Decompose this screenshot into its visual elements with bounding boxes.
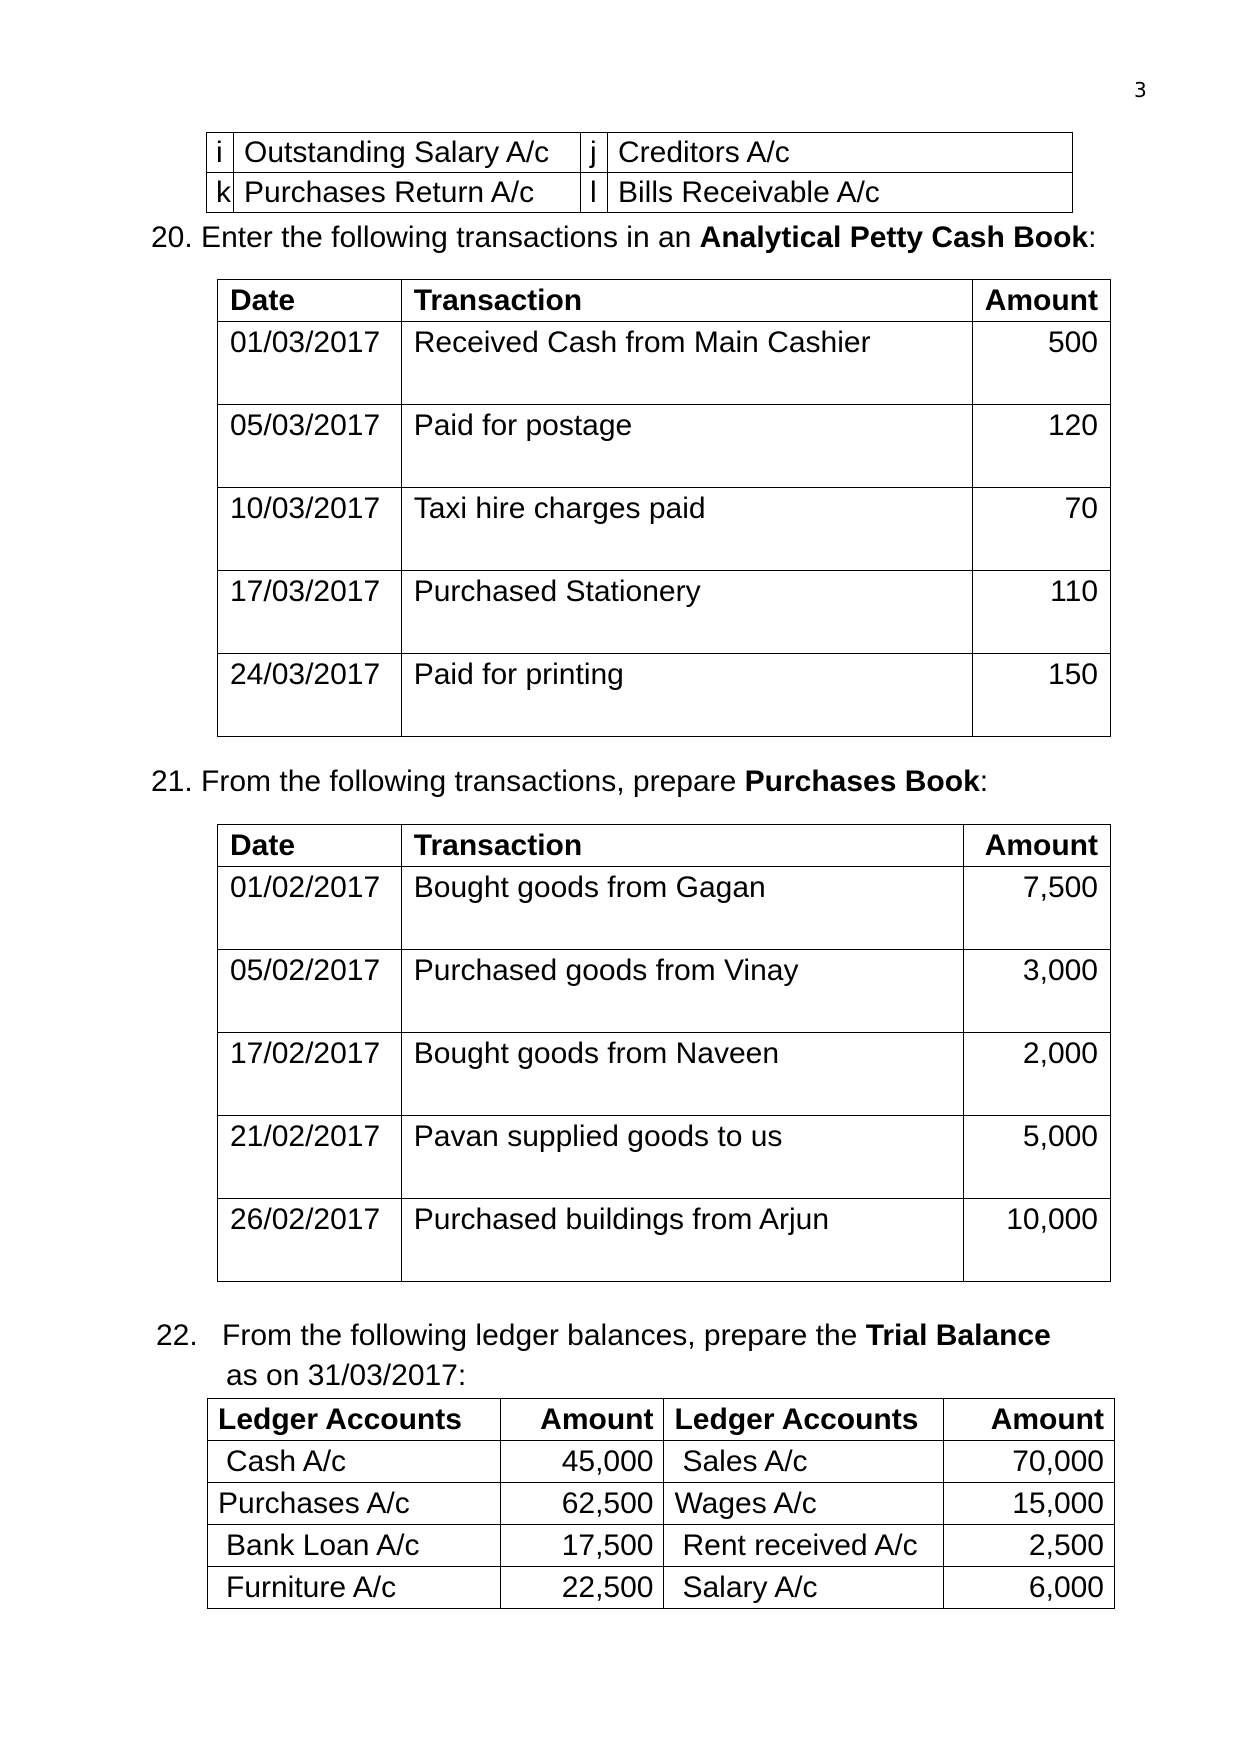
question-number: 22. xyxy=(156,1319,198,1352)
question-20 xyxy=(151,218,1096,258)
amount-cell: 3,000 xyxy=(964,950,1111,1033)
transaction-cell: Taxi hire charges paid xyxy=(401,488,972,571)
question-bold-text: Analytical Petty Cash Book xyxy=(699,221,1089,254)
table-header-row xyxy=(218,825,1111,867)
account-name: Creditors A/c xyxy=(608,133,1073,173)
question-21 xyxy=(151,762,988,802)
amount-cell: 22,500 xyxy=(500,1567,664,1609)
date-cell: 17/02/2017 xyxy=(218,1033,402,1116)
transaction-cell: Purchased goods from Vinay xyxy=(401,950,963,1033)
amount-cell: 5,000 xyxy=(964,1116,1111,1199)
date-cell: 01/02/2017 xyxy=(218,867,402,950)
amount-cell: 2,000 xyxy=(964,1033,1111,1116)
date-cell: 17/03/2017 xyxy=(218,571,402,654)
table-row xyxy=(218,322,1111,405)
account-cell: Purchases A/c xyxy=(208,1483,501,1525)
amount-cell: 45,000 xyxy=(500,1441,664,1483)
transaction-cell: Purchased buildings from Arjun xyxy=(401,1199,963,1282)
account-name: Bills Receivable A/c xyxy=(608,173,1073,213)
date-cell: 05/02/2017 xyxy=(218,950,402,1033)
transaction-cell: Bought goods from Gagan xyxy=(401,867,963,950)
transaction-cell: Received Cash from Main Cashier xyxy=(401,322,972,405)
date-cell: 26/02/2017 xyxy=(218,1199,402,1282)
amount-cell: 17,500 xyxy=(500,1525,664,1567)
table-row xyxy=(208,1483,1115,1525)
question-number: 20. xyxy=(151,221,193,254)
question-22 xyxy=(156,1316,1051,1396)
amount-cell: 15,000 xyxy=(944,1483,1115,1525)
table-row xyxy=(207,133,1073,173)
transaction-cell: Purchased Stationery xyxy=(401,571,972,654)
table-row xyxy=(218,867,1111,950)
ledger-accounts-header: Ledger Accounts xyxy=(208,1399,501,1441)
transaction-cell: Paid for postage xyxy=(401,405,972,488)
table-row xyxy=(218,1116,1111,1199)
amount-cell: 62,500 xyxy=(500,1483,664,1525)
amount-cell: 7,500 xyxy=(964,867,1111,950)
question-text: From the following ledger balances, prepare the xyxy=(222,1319,866,1352)
amount-cell: 6,000 xyxy=(944,1567,1115,1609)
item-letter: j xyxy=(581,133,608,173)
amount-cell: 70 xyxy=(972,488,1110,571)
table-row xyxy=(207,173,1073,213)
page-number: 3 xyxy=(1134,78,1147,102)
table-header-row xyxy=(218,280,1111,322)
amount-header: Amount xyxy=(964,825,1111,867)
account-name: Purchases Return A/c xyxy=(234,173,581,213)
purchases-table xyxy=(217,824,1111,1282)
question-text: From the following transactions, prepare xyxy=(192,765,745,798)
question-text-end: : xyxy=(979,765,989,798)
date-cell: 24/03/2017 xyxy=(218,654,402,737)
amount-cell: 110 xyxy=(972,571,1110,654)
account-cell: Salary A/c xyxy=(664,1567,944,1609)
amount-cell: 150 xyxy=(972,654,1110,737)
transaction-cell: Pavan supplied goods to us xyxy=(401,1116,963,1199)
question-bold-text: Purchases Book xyxy=(744,765,980,798)
transaction-cell: Paid for printing xyxy=(401,654,972,737)
table-row xyxy=(218,654,1111,737)
account-cell: Bank Loan A/c xyxy=(208,1525,501,1567)
ledger-accounts-header: Ledger Accounts xyxy=(664,1399,944,1441)
amount-header: Amount xyxy=(500,1399,664,1441)
account-cell: Cash A/c xyxy=(208,1441,501,1483)
account-cell: Wages A/c xyxy=(664,1483,944,1525)
item-letter: k xyxy=(207,173,234,213)
account-cell: Rent received A/c xyxy=(664,1525,944,1567)
amount-cell: 10,000 xyxy=(964,1199,1111,1282)
table-row xyxy=(218,950,1111,1033)
account-name: Outstanding Salary A/c xyxy=(234,133,581,173)
question-line-1 xyxy=(156,1316,1051,1356)
item-letter: l xyxy=(581,173,608,213)
transaction-cell: Bought goods from Naveen xyxy=(401,1033,963,1116)
amount-cell: 2,500 xyxy=(944,1525,1115,1567)
table-header-row xyxy=(208,1399,1115,1441)
amount-header: Amount xyxy=(972,280,1110,322)
trial-balance-table xyxy=(207,1398,1115,1609)
date-cell: 05/03/2017 xyxy=(218,405,402,488)
petty-cash-table xyxy=(217,279,1111,737)
table-row xyxy=(218,571,1111,654)
transaction-header: Transaction xyxy=(401,280,972,322)
date-header: Date xyxy=(218,825,402,867)
table-row xyxy=(208,1567,1115,1609)
account-cell: Furniture A/c xyxy=(208,1567,501,1609)
item-letter: i xyxy=(207,133,234,173)
date-cell: 01/03/2017 xyxy=(218,322,402,405)
transaction-header: Transaction xyxy=(401,825,963,867)
date-header: Date xyxy=(218,280,402,322)
accounts-list-table xyxy=(206,132,1073,213)
date-cell: 10/03/2017 xyxy=(218,488,402,571)
question-line-2: as on 31/03/2017: xyxy=(226,1359,467,1392)
date-cell: 21/02/2017 xyxy=(218,1116,402,1199)
amount-cell: 70,000 xyxy=(944,1441,1115,1483)
question-text: Enter the following transactions in an xyxy=(192,221,700,254)
table-row xyxy=(208,1441,1115,1483)
amount-cell: 120 xyxy=(972,405,1110,488)
amount-header: Amount xyxy=(944,1399,1115,1441)
amount-cell: 500 xyxy=(972,322,1110,405)
table-row xyxy=(218,405,1111,488)
question-number: 21. xyxy=(151,765,193,798)
table-row xyxy=(208,1525,1115,1567)
table-row xyxy=(218,488,1111,571)
table-row xyxy=(218,1199,1111,1282)
question-bold-text: Trial Balance xyxy=(865,1319,1051,1352)
account-cell: Sales A/c xyxy=(664,1441,944,1483)
table-row xyxy=(218,1033,1111,1116)
question-text-end: : xyxy=(1088,221,1097,254)
